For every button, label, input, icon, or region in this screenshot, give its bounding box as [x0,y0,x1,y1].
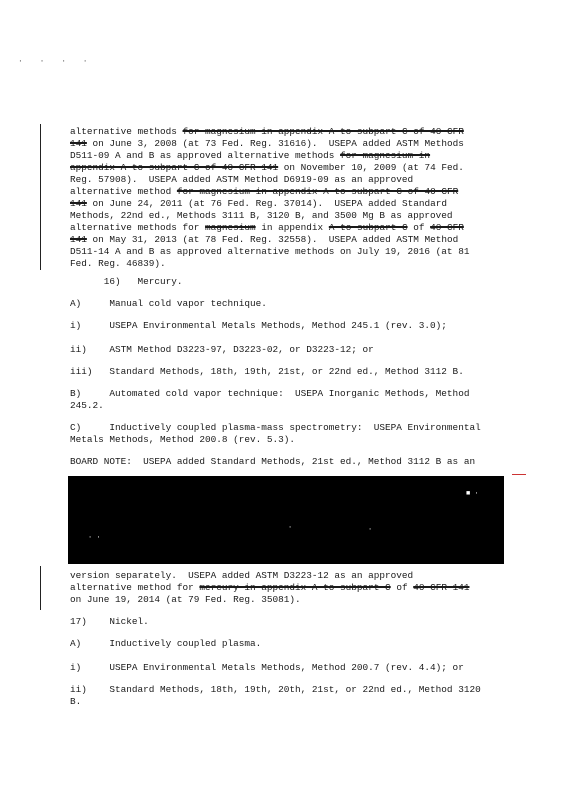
text-line [70,696,81,708]
text-line [70,246,469,258]
text-line [70,198,447,210]
text-line [70,276,183,288]
struck-text: A to subpart C [328,222,408,233]
line-text: alternative method for [70,582,200,593]
struck-text: 40 CFR 141 [413,582,470,593]
text-line [70,258,166,270]
line-text: on November 10, 2009 (at 74 Fed. [278,162,464,173]
text-line [70,186,458,198]
line-text: ii) Standard Methods, 18th, 19th, 20th, 21st, or 22nd ed., Method 3120 [70,684,481,695]
text-line [70,138,464,150]
text-line [70,298,267,310]
line-text: version separately. USEPA added ASTM D3223-12 as an approved [70,570,414,581]
struck-text: for magnesium in appendix A to subpart C of 40 CFR [182,126,464,137]
struck-text: 141 [70,234,87,245]
text-line [70,126,464,138]
text-line [70,320,447,332]
line-text: C) Inductively coupled plasma-mass spectrometry: USEPA Environmental [70,422,481,433]
line-text: Fed. Reg. 46839). [70,258,166,269]
line-text: Metals Methods, Method 200.8 (rev. 5.3). [70,434,296,445]
line-text: ii) ASTM Method D3223-97, D3223-02, or D3223-12; or [70,344,374,355]
line-text: D511-09 A and B as approved alternative methods [70,150,341,161]
line-text: D511-14 A and B as approved alternative methods on July 19, 2016 (at 81 [70,246,470,257]
line-text: on June 19, 2014 (at 79 Fed. Reg. 35081). [70,594,301,605]
text-line [70,234,458,246]
line-text: of [390,582,414,593]
struck-text: magnesium [205,222,256,233]
text-line [70,150,430,162]
line-text: 245.2. [70,400,104,411]
change-bar-top [40,124,41,270]
struck-text: mercury in appendix A to subpart C [199,582,391,593]
line-text: on June 24, 2011 (at 76 Fed. Reg. 37014). USEPA added Standard [86,198,447,209]
line-text: i) USEPA Environmental Metals Methods, Method 200.7 (rev. 4.4); or [70,662,464,673]
line-text: alternative methods for [70,222,206,233]
text-line [70,594,301,606]
text-line [70,616,149,628]
struck-text: 40 CFR [430,222,464,233]
struck-text: appendix A to subpart C of 40 CFR 141 [70,162,279,173]
line-text: B. [70,696,82,707]
line-text: B) Automated cold vapor technique: USEPA Inorganic Methods, Method [70,388,470,399]
line-text: 16) Mercury. [70,276,183,287]
line-text: on May 31, 2013 (at 78 Fed. Reg. 32558). USEPA added ASTM Method [86,234,459,245]
struck-text: 141 [70,138,87,149]
text-line [70,210,453,222]
change-bar-middle [40,566,41,610]
text-line [70,366,464,378]
margin-mark [512,474,526,475]
line-text: A) Manual cold vapor technique. [70,298,267,309]
struck-text: for magnesium in appendix A to subpart C of 40 CFR [176,186,459,197]
text-line [70,434,295,446]
line-text: i) USEPA Environmental Metals Methods, Method 245.1 (rev. 3.0); [70,320,447,331]
line-text: A) Inductively coupled plasma. [70,638,262,649]
line-text: Methods, 22nd ed., Methods 3111 B, 3120 B, and 3500 Mg B as approved [70,210,453,221]
line-text: in appendix [255,222,329,233]
line-text: of [407,222,431,233]
text-line [70,222,464,234]
struck-text: 141 [70,198,87,209]
line-text: alternative methods [70,126,183,137]
line-text: iii) Standard Methods, 18th, 19th, 21st, or 22nd ed., Method 3112 B. [70,366,464,377]
text-line [70,570,413,582]
text-line [70,174,413,186]
text-line [70,388,469,400]
text-line [70,582,469,594]
redacted-block: ■ · · · · · [68,476,504,564]
text-line [70,456,475,468]
text-line [70,638,261,650]
line-text: BOARD NOTE: USEPA added Standard Methods, 21st ed., Method 3112 B as an [70,456,476,467]
line-text: alternative method [70,186,177,197]
line-text: on June 3, 2008 (at 73 Fed. Reg. 31616). USEPA added ASTM Methods [86,138,464,149]
text-line [70,684,481,696]
text-line [70,400,104,412]
text-line [70,344,374,356]
text-line [70,422,481,434]
line-text: 17) Nickel. [70,616,149,627]
struck-text: for magnesium in [340,150,431,161]
line-text: Reg. 57908). USEPA added ASTM Method D6919-09 as an approved [70,174,414,185]
scan-noise: · · · · [18,57,94,66]
text-line [70,162,464,174]
text-line [70,662,464,674]
